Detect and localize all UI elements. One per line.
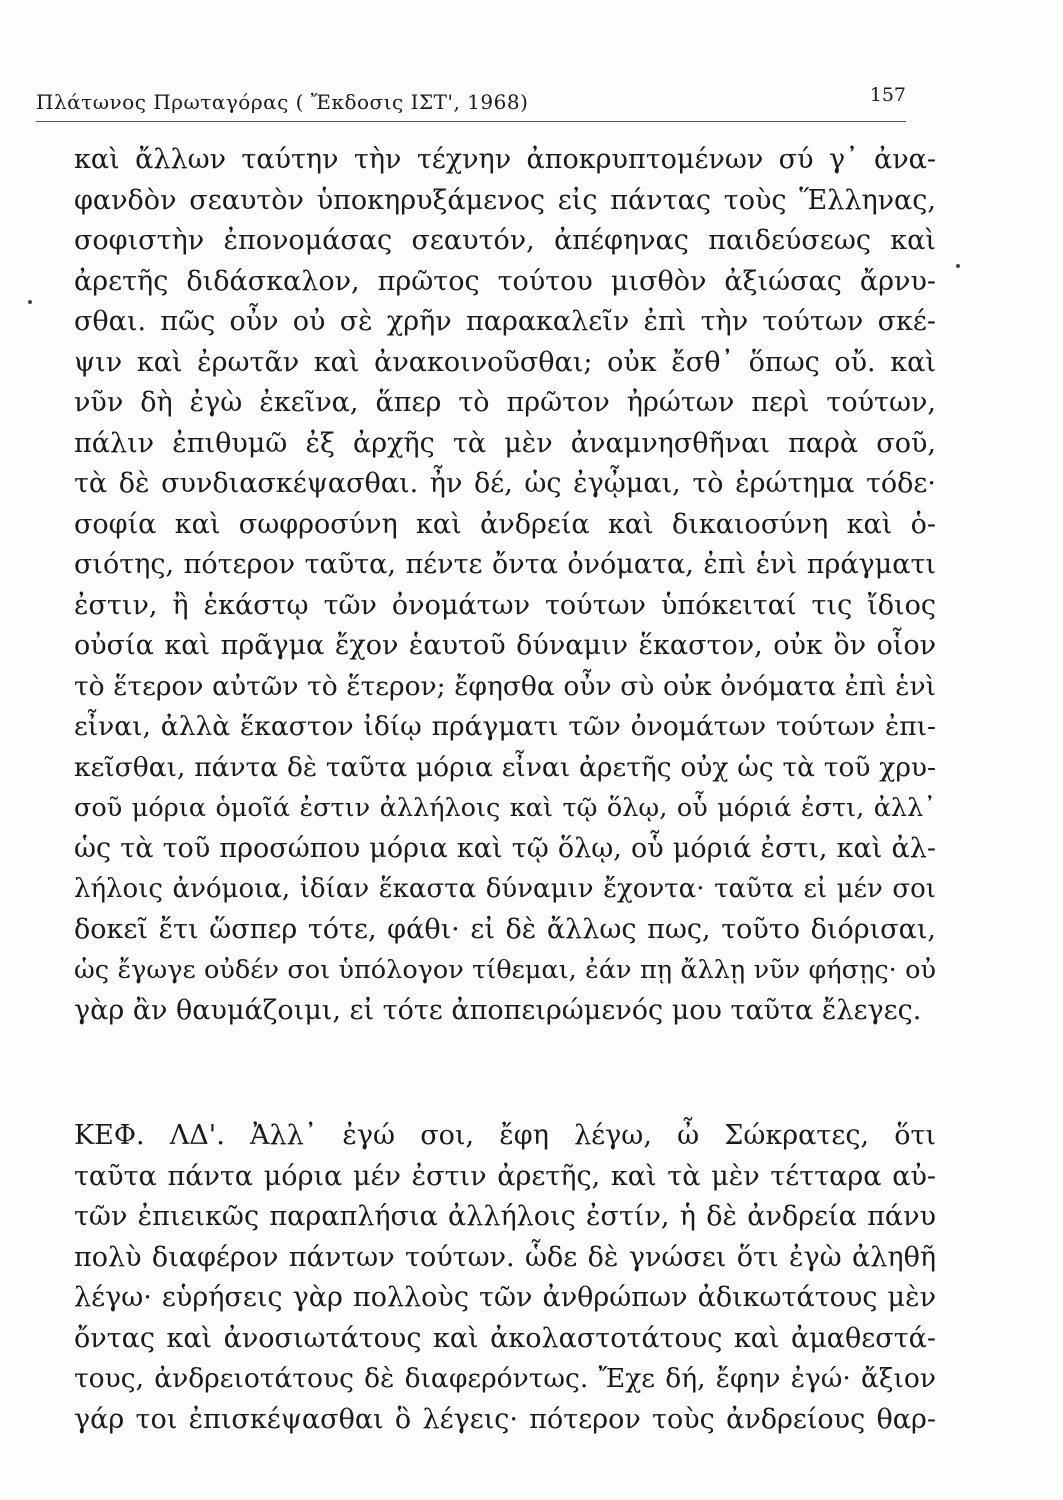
stray-mark: [956, 264, 960, 268]
text-line: σοῦ μόρια ὁμοῖά ἐστιν ἀλλήλοις καὶ τῷ ὅλῳ, οὗ μόριά ἐστι, ἀλλ᾽: [74, 793, 936, 823]
text-line: γὰρ ἂν θαυμάζοιμι, εἰ τότε ἀποπειρώμενός μου ταῦτα ἔλεγες.: [74, 994, 922, 1026]
text-line: ὡς ἔγωγε οὐδέν σοι ὑπόλογον τίθεμαι, ἐάν πῃ ἄλλῃ νῦν φήσῃς· οὐ: [74, 955, 936, 985]
text-line: ὡς τὰ τοῦ προσώπου μόρια καὶ τῷ ὅλῳ, οὗ μόριά ἐστι, καὶ ἀλ-: [74, 832, 936, 864]
text-line: οὐσία καὶ πρᾶγμα ἔχον ἑαυτοῦ δύναμιν ἕκαστον, οὐκ ὂν οἷον: [74, 630, 936, 661]
text-line: δοκεῖ ἔτι ὥσπερ τότε, φάθι· εἰ δὲ ἄλλως πως, τοῦτο διόρισαι,: [74, 913, 936, 945]
chapter-paragraph: [74, 1116, 936, 1440]
text-line: ὄντας καὶ ἀνοσιωτάτους καὶ ἀκολαστοτάτους καὶ ἀμαθεστά-: [74, 1322, 936, 1354]
text-line: πάλιν ἐπιθυμῶ ἐξ ἀρχῆς τὰ μὲν ἀναμνησθῆναι παρὰ σοῦ,: [74, 427, 936, 459]
text-line: εἶναι, ἀλλὰ ἕκαστον ἰδίῳ πράγματι τῶν ὀνομάτων τούτων ἐπι-: [74, 711, 936, 742]
text-line: λήλοις ἀνόμοια, ἰδίαν ἕκαστα δύναμιν ἔχοντα· ταῦτα εἰ μέν σοι: [74, 874, 936, 904]
text-line: τὰ δὲ συνδιασκέψασθαι. ἦν δέ, ὡς ἐγᾦμαι, τὸ ἐρώτημα τόδε·: [74, 468, 936, 499]
text-line: πολὺ διαφέρον πάντων τούτων. ὧδε δὲ γνώσει ὅτι ἐγὼ ἀληθῆ: [74, 1241, 936, 1273]
header-rule: [36, 121, 906, 122]
text-line: τῶν ἐπιεικῶς παραπλήσια ἀλλήλοις ἐστίν, ἡ δὲ ἀνδρεία πάνυ: [74, 1201, 936, 1232]
text-line: ταῦτα πάντα μόρια μέν ἐστιν ἀρετῆς, καὶ τὰ μὲν τέτταρα αὐ-: [74, 1160, 936, 1192]
text-line: σθαι. πῶς οὖν οὐ σὲ χρῆν παρακαλεῖν ἐπὶ τὴν τούτων σκέ-: [74, 306, 936, 337]
text-line: ἐστιν, ἢ ἑκάστῳ τῶν ὀνομάτων τούτων ὑπόκειταί τις ἴδιος: [74, 589, 936, 621]
text-line: γάρ τοι ἐπισκέψασθαι ὃ λέγεις· πότερον τοὺς ἀνδρείους θαρ-: [74, 1403, 936, 1435]
text-line: ψιν καὶ ἐρωτᾶν καὶ ἀνακοινοῦσθαι; οὐκ ἔσθ᾽ ὅπως οὔ. καὶ: [74, 346, 936, 378]
page-number: 157: [869, 84, 906, 106]
text-line: ἀρετῆς διδάσκαλον, πρῶτος τούτου μισθὸν ἀξιώσας ἄρνυ-: [74, 265, 936, 297]
text-line: κεῖσθαι, πάντα δὲ ταῦτα μόρια εἶναι ἀρετῆς οὐχ ὡς τὰ τοῦ χρυ-: [74, 751, 936, 783]
stray-mark: [28, 300, 32, 304]
running-head: [36, 84, 906, 120]
chapter-heading-line: ΚΕΦ. ΛΔ'. Ἀλλ᾽ ἐγώ σοι, ἔφη λέγω, ὦ Σώκρατες, ὅτι: [74, 1120, 936, 1151]
text-line: νῦν δὴ ἐγὼ ἐκεῖνα, ἅπερ τὸ πρῶτον ἠρώτων περὶ τούτων,: [74, 387, 936, 418]
text-line: τὸ ἕτερον αὐτῶν τὸ ἕτερον; ἔφησθα οὖν σὺ οὐκ ὀνόματα ἐπὶ ἑνὶ: [74, 670, 936, 702]
text-line: καὶ ἄλλων ταύτην τὴν τέχνην ἀποκρυπτομένων σύ γ᾽ ἀνα-: [74, 144, 936, 175]
text-line: σιότης, πότερον ταῦτα, πέντε ὄντα ὀνόματα, ἐπὶ ἑνὶ πράγματι: [74, 549, 936, 580]
text-line: φανδὸν σεαυτὸν ὑποκηρυξάμενος εἰς πάντας τοὺς Ἕλληνας,: [74, 184, 936, 216]
paragraph-1: [74, 140, 936, 1031]
text-line: λέγω· εὑρήσεις γὰρ πολλοὺς τῶν ἀνθρώπων ἀδικωτάτους μὲν: [74, 1282, 936, 1313]
running-title: Πλάτωνος Πρωταγόρας ( Ἔκδοσις ΙΣΤ', 1968): [36, 90, 529, 114]
text-line: σοφιστὴν ἐπονομάσας σεαυτόν, ἀπέφηνας παιδεύσεως καὶ: [74, 225, 936, 256]
text-line: σοφία καὶ σωφροσύνη καὶ ἀνδρεία καὶ δικαιοσύνη καὶ ὁ-: [74, 508, 936, 540]
text-line: τους, ἀνδρειοτάτους δὲ διαφερόντως. Ἔχε δή, ἔφην ἐγώ· ἄξιον: [74, 1363, 936, 1394]
